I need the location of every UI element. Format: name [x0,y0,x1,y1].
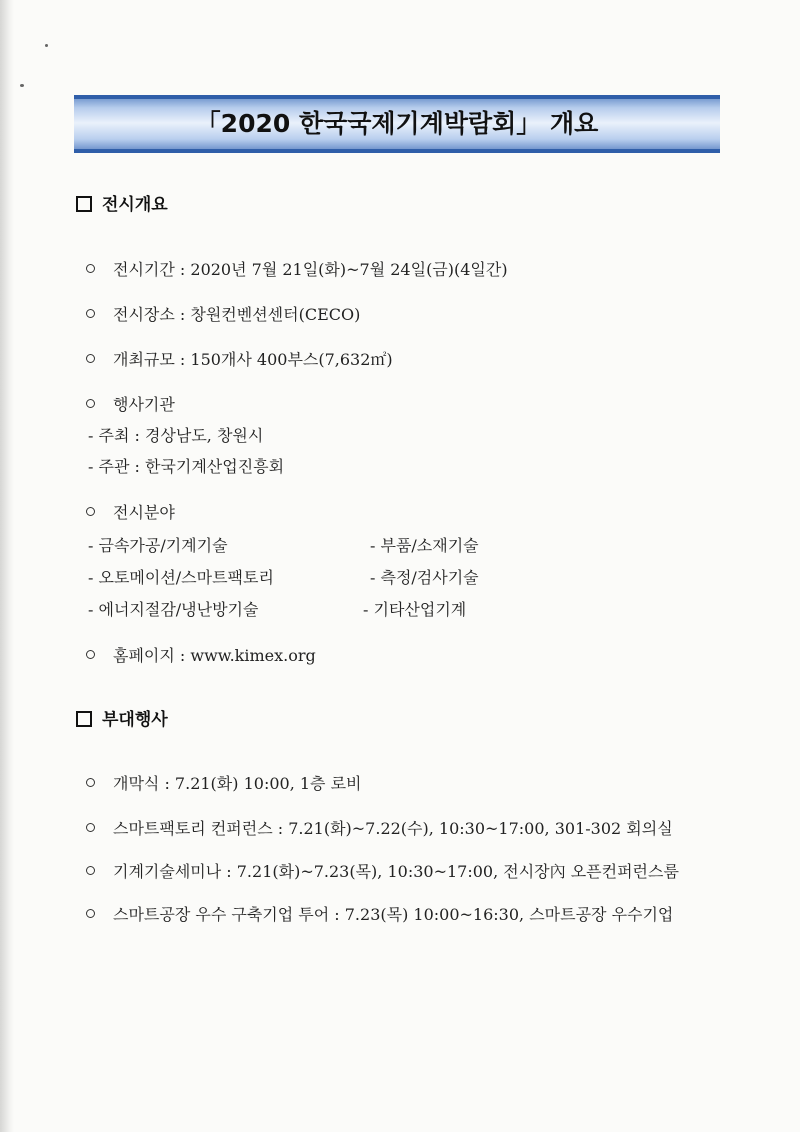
organizers-label: 행사기관 [113,395,175,414]
circle-bullet-icon [86,823,95,832]
opening-text: 개막식 : 7.21(화) 10:00, 1층 로비 [113,774,362,793]
list-item-homepage [86,644,316,668]
section-heading-exhibition-overview [76,193,168,217]
field-item: - 부품/소재기술 [370,536,479,555]
circle-bullet-icon [86,778,95,787]
list-item-organizers [86,393,175,417]
section-heading-text: 부대행사 [102,710,168,730]
host-text: - 주최 : 경상남도, 창원시 [88,426,264,445]
conference-text: 스마트팩토리 컨퍼런스 : 7.21(화)~7.22(수), 10:30~17:00, 301-302 회의실 [113,819,673,838]
list-item-tour [86,903,673,927]
section-heading-side-events [76,708,168,732]
list-item-opening [86,772,362,796]
scale-text: 개최규모 : 150개사 400부스(7,632㎡) [113,350,393,369]
tour-text: 스마트공장 우수 구축기업 투어 : 7.23(목) 10:00~16:30, 스마트공장 우수기업 [113,905,674,924]
circle-bullet-icon [86,399,95,408]
circle-bullet-icon [86,650,95,659]
scan-edge-shadow [0,0,14,1132]
circle-bullet-icon [86,909,95,918]
scan-speck [20,84,24,87]
field-item: - 금속가공/기계기술 [88,536,228,555]
section-heading-text: 전시개요 [102,195,168,215]
list-item-seminar [86,860,679,884]
circle-bullet-icon [86,309,95,318]
field-item: - 에너지절감/냉난방기술 [88,600,259,619]
checkbox-square-icon [76,196,92,212]
list-item-conference [86,817,673,841]
organizer-text: - 주관 : 한국기계산업진흥회 [88,457,285,476]
scan-speck [45,44,48,47]
title-banner [74,95,720,153]
seminar-text: 기계기술세미나 : 7.21(화)~7.23(목), 10:30~17:00, 전시장內 오픈컨퍼런스룸 [113,862,679,881]
list-item-fields [86,501,175,525]
circle-bullet-icon [86,866,95,875]
venue-text: 전시장소 : 창원컨벤션센터(CECO) [113,305,361,324]
document-title: 「2020 한국국제기계박람회」 개요 [195,109,599,138]
fields-label: 전시분야 [113,503,175,522]
field-item: - 기타산업기계 [363,600,467,619]
list-item-period [86,258,508,282]
circle-bullet-icon [86,507,95,516]
list-item-venue [86,303,360,327]
period-text: 전시기간 : 2020년 7월 21일(화)~7월 24일(금)(4일간) [113,260,508,279]
homepage-text: 홈페이지 : www.kimex.org [113,646,316,665]
field-item: - 측정/검사기술 [370,568,479,587]
list-item-scale [86,348,393,372]
circle-bullet-icon [86,264,95,273]
field-item: - 오토메이션/스마트팩토리 [88,568,274,587]
checkbox-square-icon [76,711,92,727]
circle-bullet-icon [86,354,95,363]
